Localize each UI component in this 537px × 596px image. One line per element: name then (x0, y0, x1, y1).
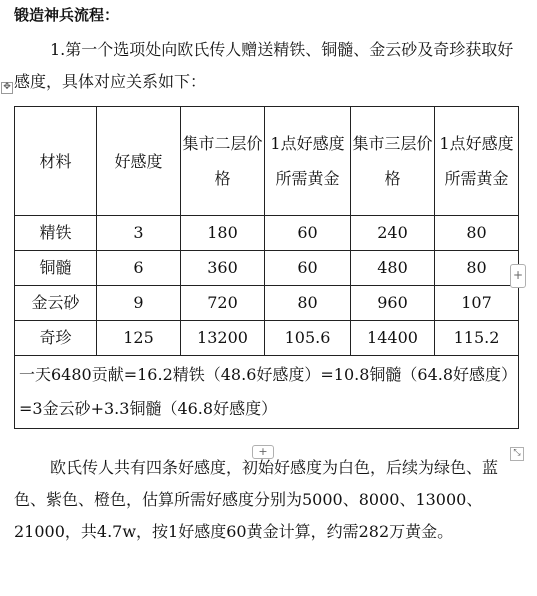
header-cell: 集市二层价格 (181, 107, 265, 216)
table-cell: 奇珍 (15, 321, 97, 356)
table-header-row (15, 107, 519, 216)
table-cell: 240 (351, 216, 435, 251)
table-cell: 720 (181, 286, 265, 321)
add-row-button[interactable]: + (252, 445, 274, 459)
table-cell: 105.6 (265, 321, 351, 356)
table-row (15, 216, 519, 251)
table-cell: 360 (181, 251, 265, 286)
summary-cell: 一天6480贡献=16.2精铁（48.6好感度）=10.8铜髓（64.8好感度）=3金云砂+3.3铜髓（46.8好感度） (15, 356, 519, 429)
table-cell: 60 (265, 216, 351, 251)
table-row (15, 251, 519, 286)
header-cell: 集市三层价格 (351, 107, 435, 216)
table-summary-row (15, 356, 519, 429)
table-cell: 14400 (351, 321, 435, 356)
table-move-icon[interactable]: ✥ (1, 82, 13, 94)
table-cell: 金云砂 (15, 286, 97, 321)
table-cell: 115.2 (435, 321, 519, 356)
header-cell: 好感度 (97, 107, 181, 216)
table-cell: 180 (181, 216, 265, 251)
table-row (15, 321, 519, 356)
table-cell: 6 (97, 251, 181, 286)
table-cell: 60 (265, 251, 351, 286)
add-column-button[interactable]: + (510, 264, 526, 288)
intro-paragraph: 1.第一个选项处向欧氏传人赠送精铁、铜髓、金云砂及奇珍获取好感度，具体对应关系如下： (14, 40, 514, 91)
table-cell: 80 (435, 251, 519, 286)
header-cell: 材料 (15, 107, 97, 216)
table-cell: 80 (435, 216, 519, 251)
table-cell: 80 (265, 286, 351, 321)
table-cell: 107 (435, 286, 519, 321)
closing-paragraph: 欧氏传人共有四条好感度，初始好感度为白色，后续为绿色、蓝色、紫色、橙色，估算所需好感度分别为5000、8000、13000、21000，共4.7w，按1好感度60黄金计算，约需282万黄金。 (14, 458, 499, 541)
table-cell: 960 (351, 286, 435, 321)
section-heading: 锻造神兵流程： (14, 6, 120, 24)
table-cell: 精铁 (15, 216, 97, 251)
table-cell: 3 (97, 216, 181, 251)
table-resize-icon[interactable]: ⤡ (510, 447, 524, 461)
table-cell: 13200 (181, 321, 265, 356)
header-cell: 1点好感度所需黄金 (435, 107, 519, 216)
header-cell: 1点好感度所需黄金 (265, 107, 351, 216)
table-cell: 铜髓 (15, 251, 97, 286)
table-cell: 125 (97, 321, 181, 356)
materials-table (14, 106, 519, 429)
table-row (15, 286, 519, 321)
table-cell: 9 (97, 286, 181, 321)
table-cell: 480 (351, 251, 435, 286)
